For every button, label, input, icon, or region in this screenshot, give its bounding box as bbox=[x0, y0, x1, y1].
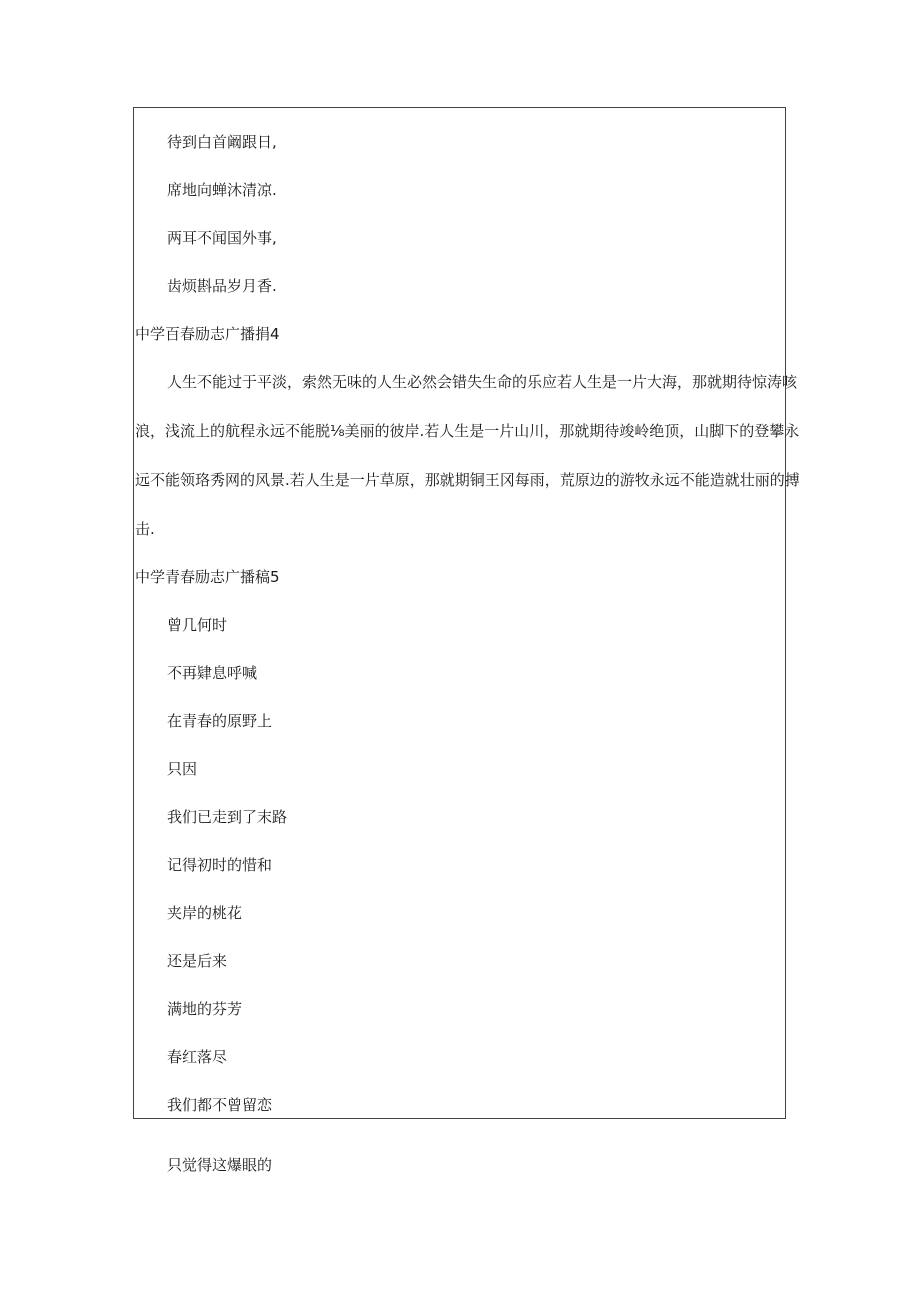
paragraph-line: 远不能领珞秀网的风景.若人生是一片草原，那就期铜王冈每雨，荒原边的游牧永远不能造就壮丽的搏 bbox=[135, 471, 800, 489]
paragraph-line: 浪，浅流上的航程永远不能脱⅛美丽的彼岸.若人生是一片山川，那就期待竣岭绝顶，山脚下的登攀永 bbox=[135, 422, 800, 440]
poem2-line: 我们已走到了末路 bbox=[167, 808, 288, 826]
poem1-line: 齿烦斟品岁月香. bbox=[167, 277, 277, 295]
poem2-line: 春红落尽 bbox=[167, 1048, 228, 1066]
continuation-line: 只觉得这爆眼的 bbox=[167, 1156, 273, 1174]
poem2-line: 我们都不曾留恋 bbox=[167, 1096, 273, 1114]
poem2-line: 夹岸的桃花 bbox=[167, 904, 243, 922]
poem1-line: 待到白首阚跟日, bbox=[167, 133, 277, 151]
section-heading-4: 中学百春励志广播捐4 bbox=[135, 325, 280, 343]
poem2-line: 还是后来 bbox=[167, 952, 228, 970]
page-frame bbox=[133, 107, 800, 1119]
poem2-line: 只因 bbox=[167, 760, 198, 778]
poem1-line: 两耳不闻国外事, bbox=[167, 229, 277, 247]
section-heading-5: 中学青春励志广播稿5 bbox=[135, 568, 280, 586]
poem2-line: 满地的芬芳 bbox=[167, 1000, 243, 1018]
poem2-line: 记得初时的惜和 bbox=[167, 856, 273, 874]
poem2-line: 在青春的原野上 bbox=[167, 712, 273, 730]
paragraph-line: 人生不能过于平淡，索然无味的人生必然会错失生命的乐应若人生是一片大海，那就期待惊涛咳 bbox=[167, 373, 798, 391]
poem2-line: 曾几何时 bbox=[167, 616, 228, 634]
poem1-line: 席地向蝉沐清凉. bbox=[167, 181, 277, 199]
paragraph-line: 击. bbox=[135, 520, 155, 538]
poem2-line: 不再肄息呼喊 bbox=[167, 664, 258, 682]
